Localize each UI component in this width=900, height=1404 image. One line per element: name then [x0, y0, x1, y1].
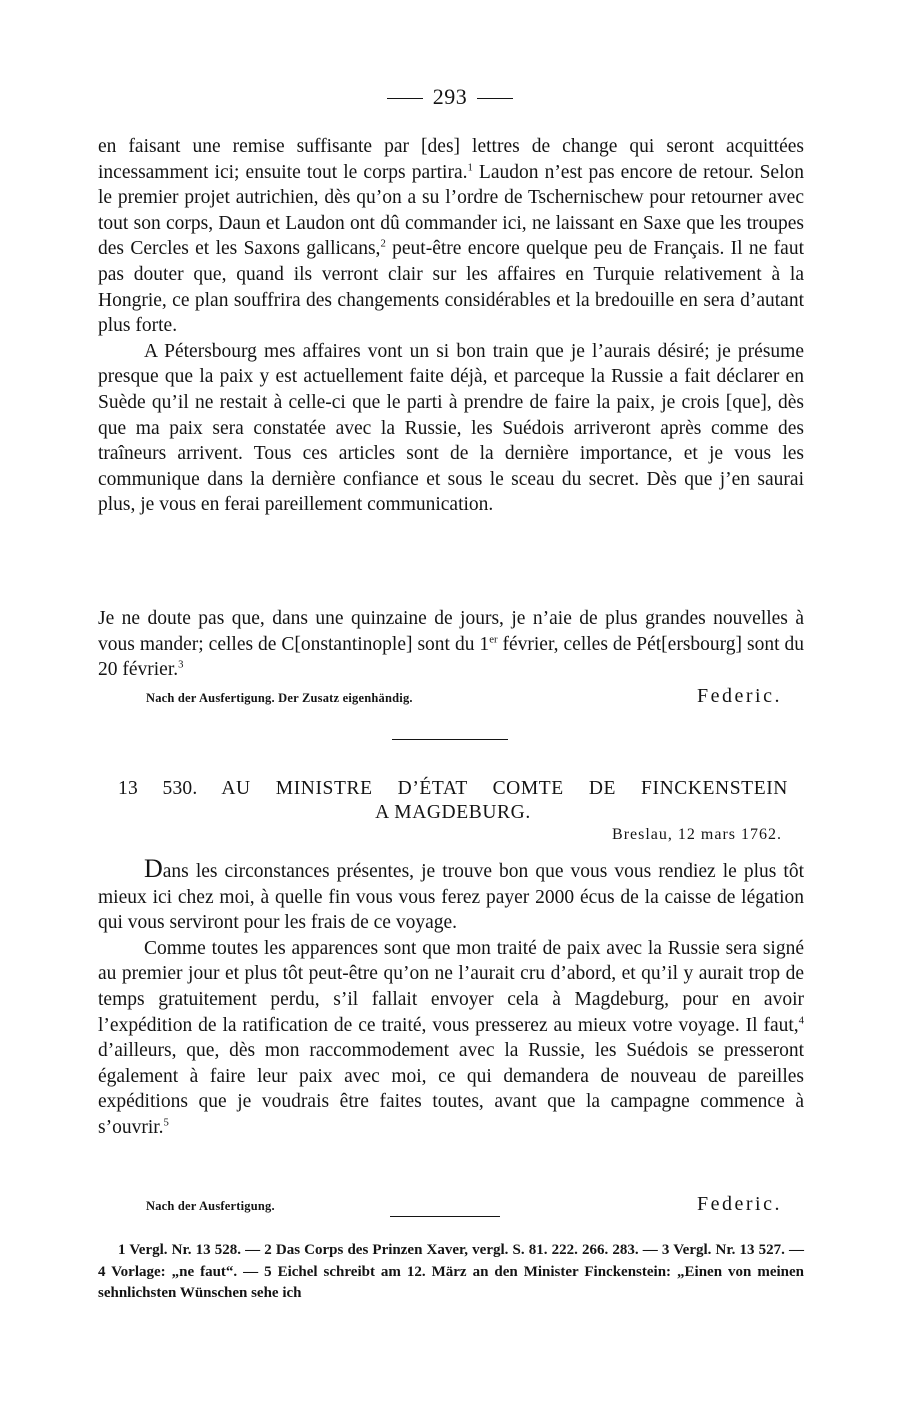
paragraph-text: d’ailleurs, que, dès mon raccommodement avec la Russie, les Suédois se presseront également à faire leur paix avec moi, ce qui demandera de nouveau de pareilles expéditions que je voudrais être faites toutes, avant que la campagne commence à s’ouvrir.: [98, 1040, 804, 1138]
footnote-ref-4: 4: [798, 1014, 804, 1027]
letter-number: 13 530.: [118, 778, 198, 799]
footnote-text: 1 Vergl. Nr. 13 528. — 2 Das Corps des Prinzen Xaver, vergl. S. 81. 222. 266. 283. — 3 Vergl. Nr. 13 527. — 4 Vorlage: „ne faut“. — 5 Eichel schreibt am 12. März an den Minister Finckenstein: „Einen von meinen sehnlichsten Wünschen sehe ich: [98, 1242, 804, 1301]
postscript-text: février, celles de Pét[ersbourg] sont du 20 février.: [98, 633, 805, 681]
postscript-paragraph: [98, 606, 804, 683]
signature: Federic.: [697, 685, 782, 707]
header-dash-left: [387, 98, 423, 99]
letter-2-paragraph-2: [98, 936, 804, 1141]
ordinal-suffix: er: [489, 633, 498, 646]
paragraph-text: en faisant une remise suffisante par [des] lettres de change qui seront acquittées incessamment ici; ensuite tout le corps partira.: [98, 136, 804, 183]
heading-recipient: AU MINISTRE D’ÉTAT COMTE DE FINCKENSTEIN: [221, 778, 788, 799]
source-note: Nach der Ausfertigung. Der Zusatz eigenhändig.: [146, 691, 413, 705]
footnote-ref-1: 1: [467, 161, 473, 174]
heading-line-2: A MAGDEBURG.: [375, 802, 531, 823]
initial-letter: D: [144, 854, 163, 883]
heading-line-1: [118, 777, 788, 801]
paragraph-text: Comme toutes les apparences sont que mon traité de paix avec la Russie sera signé au premier jour et plus tôt peut-être qu’on ne l’aurait cru d’abord, et qu’il y aurait trop de temps gratuitement perdu, s’il fallait envoyer cela à Magdeburg, pour en avoir l’expédition de la ratification de ce traité, vous presserez au mieux votre voyage. Il faut,: [98, 937, 804, 1036]
footnote-ref-5: 5: [163, 1116, 169, 1129]
paragraph-text: ans les circonstances présentes, je trouve bon que vous vous rendiez le plus tôt mieux ici chez moi, à quelle fin vous vous ferez payer 2000 écus de la caisse de légation qui vous serviront pour les frais de ce voyage.: [98, 861, 804, 934]
footnote-ref-2: 2: [380, 237, 386, 250]
footnote-divider: [390, 1216, 500, 1217]
letter-1-postscript: [98, 606, 804, 683]
signature: Federic.: [697, 1193, 782, 1215]
page-number: 293: [432, 84, 468, 109]
postscript-text: Je ne doute pas que, dans une quinzaine de jours, je n’aie de plus grandes nouvelles à vous mander; celles de C[onstantinople] sont du 1: [98, 608, 804, 655]
section-divider: [392, 739, 508, 740]
letter-2-body: [98, 856, 804, 1141]
source-note: Nach der Ausfertigung.: [146, 1199, 275, 1213]
letter-1-paragraph-1: [98, 134, 804, 339]
paragraph-text: peut-être encore quelque peu de Français. Il ne faut pas douter que, quand ils verront clair sur les affaires en Turquie relativement à la Hongrie, ce plan souffrira des changements considérables et la bredouille en sera d’autant plus forte.: [98, 238, 804, 337]
letter-1-paragraph-2: A Pétersbourg mes affaires vont un si bon train que je l’aurais désiré; je présume presque que la paix y est actuellement faite déjà, et parceque la Russie a fait déclarer en Suède qu’il ne restait à celle-ci que le parti à prendre de faire la paix, je crois [que], dès que ma paix sera constatée avec la Russie, les Suédois arriveront après comme des traîneurs arrivent. Tous ces articles sont de la dernière importance, et je vous les communique dans la dernière confiance et sous le sceau du secret. Dès que j’en saurai plus, je vous en ferai pareillement communication.: [98, 340, 804, 516]
letter-2-heading: [118, 777, 788, 825]
dateline: Breslau, 12 mars 1762.: [612, 826, 782, 843]
letter-1-body: [98, 134, 804, 518]
header-dash-right: [477, 98, 513, 99]
letter-2-paragraph-1: [98, 856, 804, 936]
letter-1-closing: [146, 682, 782, 708]
paragraph-text: Laudon n’est pas encore de retour. Selon le premier projet autrichien, dès qu’on a su l’ordre de Tschernischew pour retourner avec tout son corps, Daun et Laudon ont dû commander ici, ne laissant en Saxe que les troupes des Cercles et les Saxons gallicans,: [98, 161, 804, 260]
page-header: [0, 84, 900, 110]
footnote-ref-3: 3: [178, 658, 184, 671]
footnotes: [98, 1240, 804, 1305]
letter-2-closing: [146, 1190, 782, 1216]
